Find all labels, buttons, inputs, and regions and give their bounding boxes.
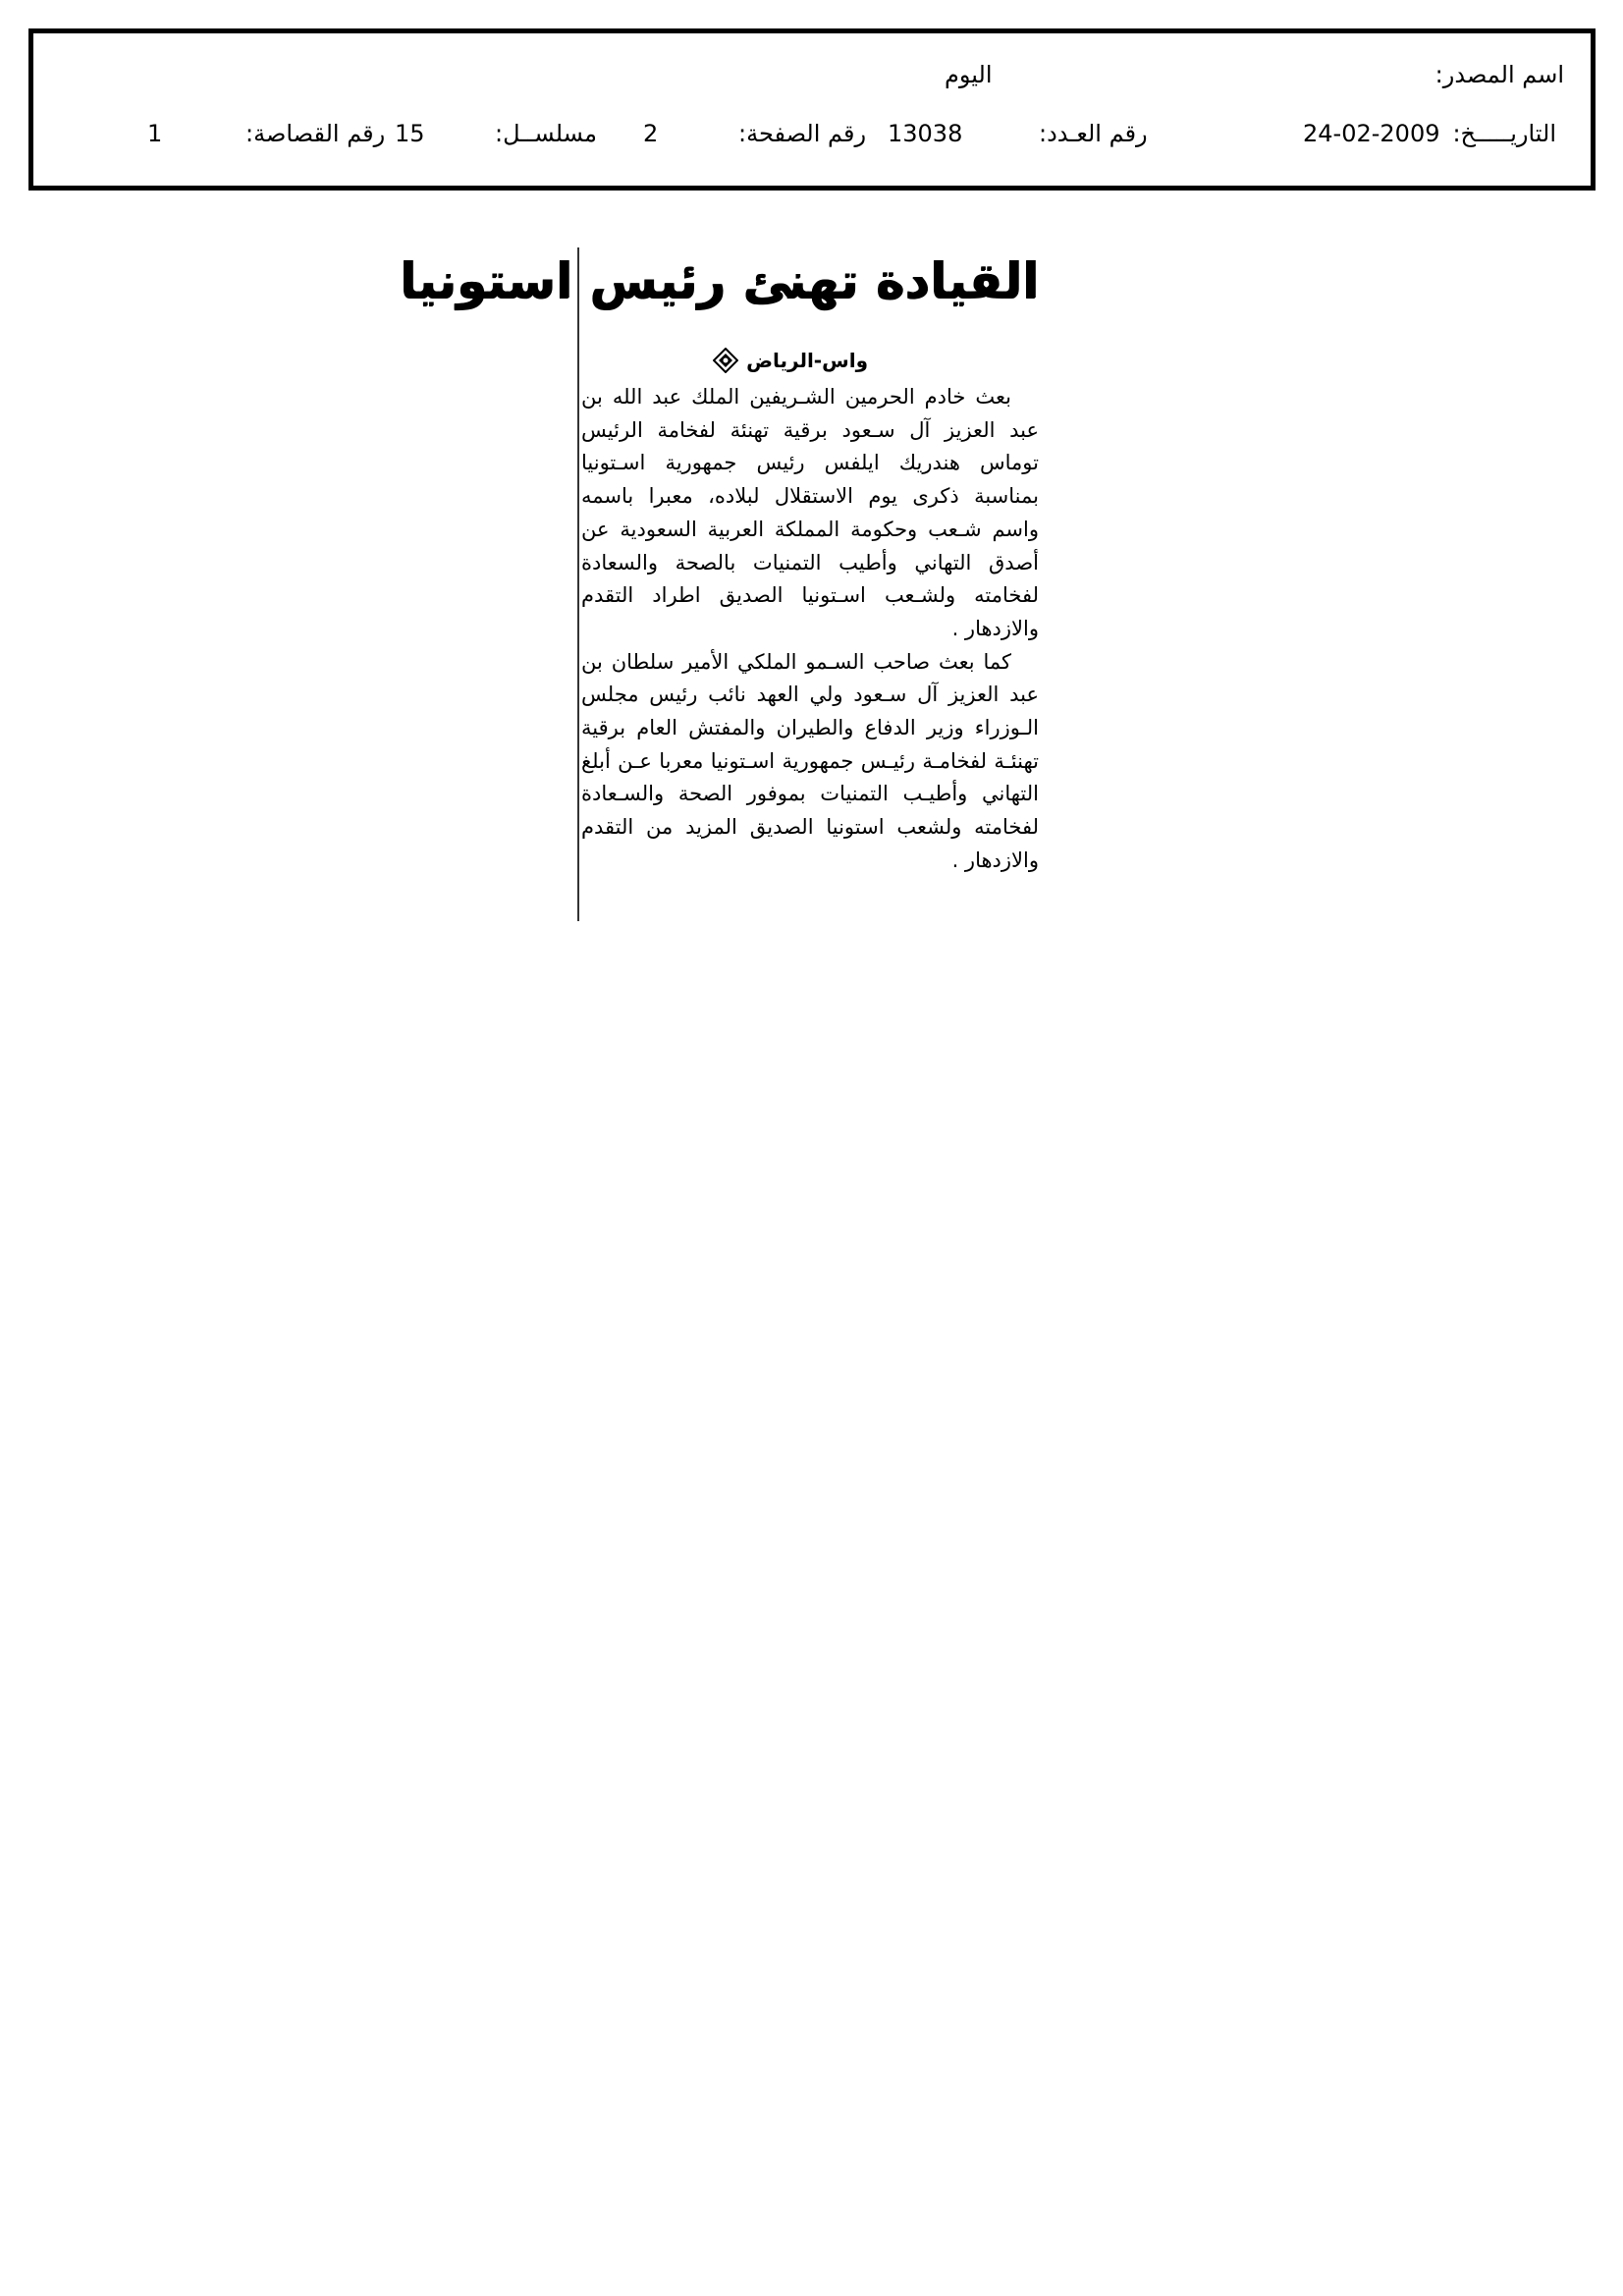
clip-value: 1 — [147, 120, 163, 147]
article-headline: القيادة تهنئ رئيس استونيا — [399, 252, 1039, 309]
article-paragraph-1: بعث خادم الحرمين الشـريفين الملك عبد الله بن عبد العزيز آل سـعود برقية تهنئة لفخامة الرئيس توماس هندريك ايلفس رئيس جمهورية اسـتونيا بمناسبة ذكرى يوم الاستقلال لبلاده، معبرا باسمه واسم شـعب وحكومة المملكة العربية السعودية عن أصدق التهاني وأطيب التمنيات بالصحة والسعادة لفخامته ولشـعب اسـتونيا الصديق اطراد التقدم والازدهار . — [581, 385, 1039, 640]
article-byline — [713, 348, 868, 373]
page-value: 2 — [643, 120, 659, 147]
source-value: اليوم — [945, 61, 993, 88]
serial-label: مسلســل: — [495, 120, 597, 147]
page-label: رقم الصفحة: — [738, 120, 867, 147]
source-label: اسم المصدر: — [1434, 61, 1564, 88]
article-paragraph-2: كما بعث صاحب السـمو الملكي الأمير سلطان بن عبد العزيز آل سـعود ولي العهد نائب رئيس مجلس الـوزراء وزير الدفاع والطيران والمفتش العام برقية تهنئـة لفخامـة رئيـس جمهورية اسـتونيا معربا عـن أبلغ التهاني وأطيـب التمنيات بموفور الصحة والسـعادة لفخامته ولشعب استونيا الصديق المزيد من التقدم والازدهار . — [581, 649, 1039, 872]
byline-text: واس-الرياض — [746, 349, 868, 372]
issue-label: رقم العـدد: — [1039, 120, 1148, 147]
serial-value: 15 — [395, 120, 425, 147]
date-label: التاريـــــخ: — [1452, 120, 1556, 147]
date-value: 24-02-2009 — [1303, 120, 1440, 147]
article-body — [581, 381, 1039, 878]
agency-logo-icon — [713, 348, 738, 373]
article-clipping — [399, 244, 1039, 921]
header-box — [28, 28, 1596, 191]
issue-value: 13038 — [888, 120, 963, 147]
clip-label: رقم القصاصة: — [245, 120, 386, 147]
